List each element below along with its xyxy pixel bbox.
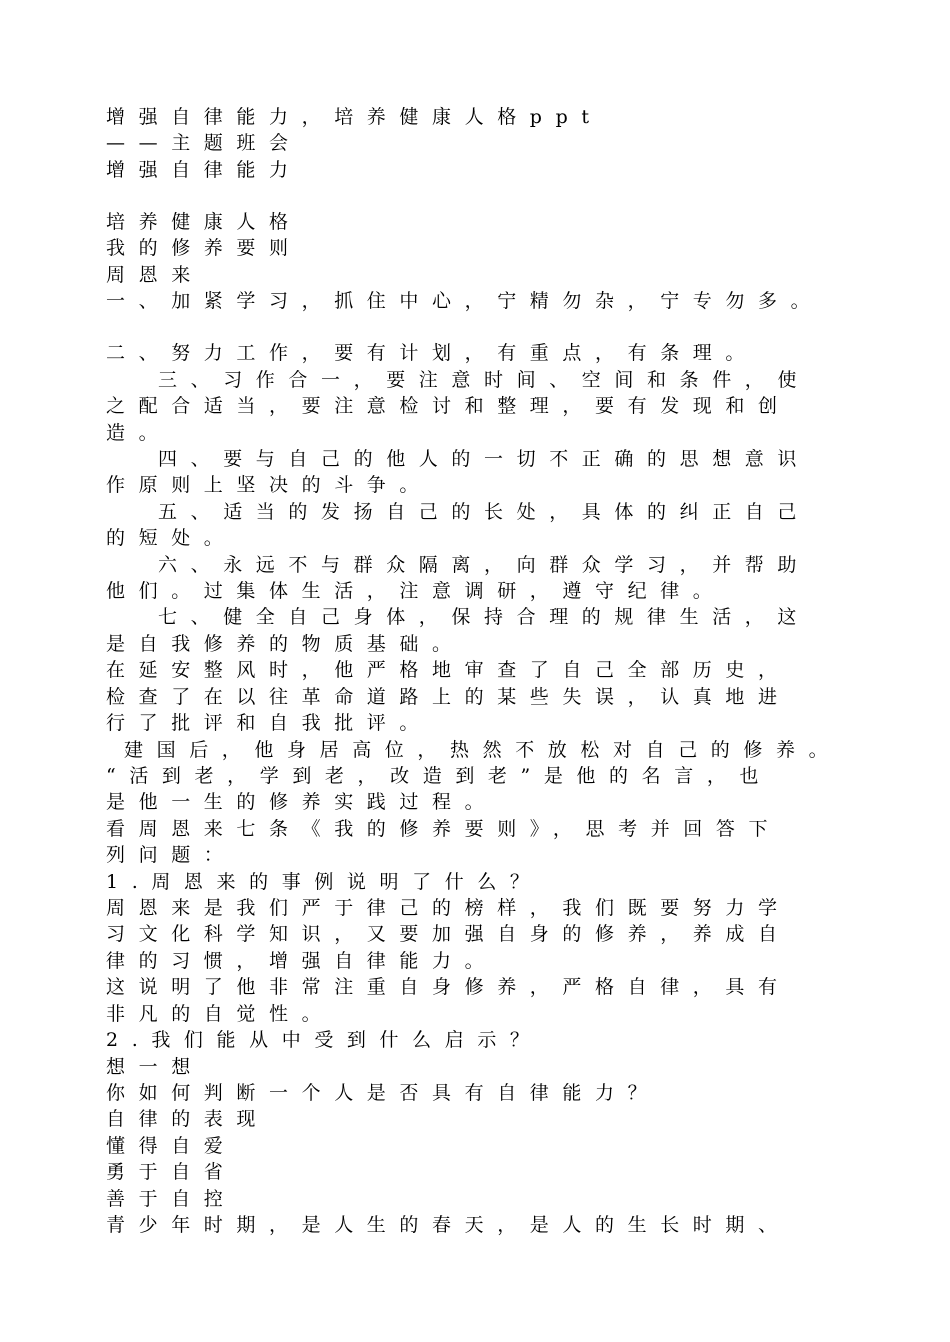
text-line: 之配合适当，要注意检讨和整理，要有发现和创 bbox=[106, 395, 791, 417]
text-line: 造。 bbox=[106, 422, 172, 444]
text-line: 他们。过集体生活，注意调研，遵守纪律。 bbox=[106, 580, 726, 602]
heading-line: 想一想 bbox=[106, 1056, 204, 1078]
rule-item: 四、要与自己的他人的一切不正确的思想意识 bbox=[158, 448, 811, 470]
text-line: 青少年时期，是人生的春天，是人的生长时期、 bbox=[106, 1214, 791, 1236]
text-line: 行了批评和自我批评。 bbox=[106, 712, 433, 734]
quote-line: “活到老，学到老，改造到老”是他的名言，也 bbox=[106, 765, 773, 787]
rule-item: 三、习作合一，要注意时间、空间和条件，使 bbox=[158, 369, 811, 391]
subtitle-line: ——主题班会 bbox=[106, 132, 302, 154]
rule-item: 五、适当的发扬自己的长处，具体的纠正自己 bbox=[158, 501, 811, 523]
list-item: 善于自控 bbox=[106, 1188, 237, 1210]
section-title: 我的修养要则 bbox=[106, 237, 302, 259]
rule-item: 七、健全自己身体，保持合理的规律生活，这 bbox=[158, 606, 811, 628]
text-line: 是他一生的修养实践过程。 bbox=[106, 791, 498, 813]
text-line: 是自我修养的物质基础。 bbox=[106, 633, 465, 655]
list-item: 懂得自爱 bbox=[106, 1135, 237, 1157]
heading-line: 增强自律能力 bbox=[106, 159, 302, 181]
rule-item: 六、永远不与群众隔离，向群众学习，并帮助 bbox=[158, 554, 811, 576]
author-line: 周恩来 bbox=[106, 264, 204, 286]
list-item: 勇于自省 bbox=[106, 1161, 237, 1183]
answer-line: 律的习惯，增强自律能力。 bbox=[106, 950, 498, 972]
text-line: 作原则上坚决的斗争。 bbox=[106, 474, 433, 496]
answer-line: 周恩来是我们严于律己的榜样，我们既要努力学 bbox=[106, 897, 791, 919]
question-line: 1.周恩来的事例说明了什么？ bbox=[106, 871, 543, 893]
text-line: 列问题： bbox=[106, 844, 237, 866]
heading-line: 自律的表现 bbox=[106, 1108, 270, 1130]
answer-line: 习文化科学知识，又要加强自身的修养，养成自 bbox=[106, 923, 791, 945]
question-line: 2.我们能从中受到什么启示？ bbox=[106, 1029, 543, 1051]
text-line: 检查了在以往革命道路上的某些失误，认真地进 bbox=[106, 686, 791, 708]
doc-title: 增强自律能力，培养健康人格ppt bbox=[106, 106, 603, 128]
text-line: 在延安整风时，他严格地审查了自己全部历史， bbox=[106, 659, 791, 681]
heading-line: 培养健康人格 bbox=[106, 211, 302, 233]
text-line: 看周恩来七条《我的修养要则》，思考并回答下 bbox=[106, 818, 782, 840]
answer-line: 非凡的自觉性。 bbox=[106, 1003, 335, 1025]
question-line: 你如何判断一个人是否具有自律能力？ bbox=[106, 1082, 661, 1104]
rule-item: 二、努力工作，要有计划，有重点，有条理。 bbox=[106, 342, 759, 364]
text-line: 的短处。 bbox=[106, 527, 237, 549]
text-line: 建国后，他身居高位，热然不放松对自己的修养。 bbox=[124, 739, 842, 761]
answer-line: 这说明了他非常注重自身修养，严格自律，具有 bbox=[106, 976, 791, 998]
rule-item: 一、加紧学习，抓住中心，宁精勿杂，宁专勿多。 bbox=[106, 290, 824, 312]
